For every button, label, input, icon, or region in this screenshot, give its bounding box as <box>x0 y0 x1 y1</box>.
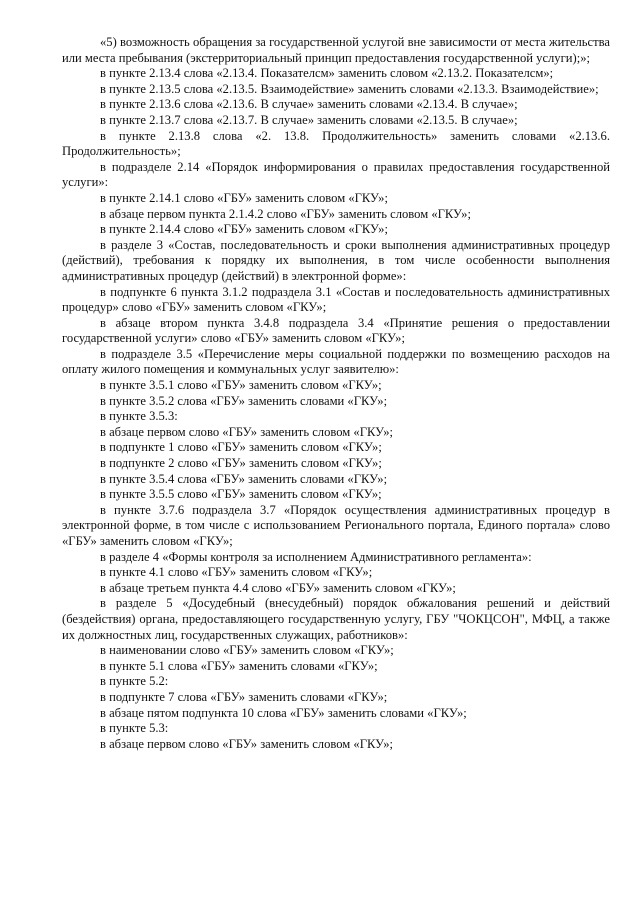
document-paragraph: в абзаце пятом подпункта 10 слова «ГБУ» заменить словами «ГКУ»; <box>100 705 467 720</box>
document-paragraph: в пункте 3.5.2 слова «ГБУ» заменить словами «ГКУ»; <box>100 393 388 408</box>
document-paragraph: в пункте 2.14.4 слово «ГБУ» заменить словом «ГКУ»; <box>100 222 388 237</box>
document-paragraph: в подразделе 2.14 «Порядок информирования о правилах предоставления государственной услуги»: <box>62 159 610 190</box>
document-paragraph: в пункте 2.13.6 слова «2.13.6. В случае» заменить словами «2.13.4. В случае»; <box>100 97 518 112</box>
document-paragraph: «5) возможность обращения за государственной услугой вне зависимости от места жительства или места пребывания (экстерриториальный принцип предоставления государственной услуги);»; <box>62 35 610 65</box>
document-paragraph: в пункте 5.3: <box>100 721 169 736</box>
document-paragraph: в разделе 5 «Досудебный (внесудебный) порядок обжалования решений и действий (бездействия) органа, предоставляющего государственную услугу, ГБУ "ЧОКЦСОН", МФЦ, а также их должностных лиц, государственных служащих, работников»: <box>62 596 610 642</box>
document-paragraph: в пункте 2.13.8 слова «2. 13.8. Продолжительность» заменить словами «2.13.6. Продолжительность»; <box>62 128 610 159</box>
document-paragraph: в пункте 3.5.5 слово «ГБУ» заменить словом «ГКУ»; <box>100 487 382 502</box>
document-paragraph: в абзаце втором пункта 3.4.8 подраздела 3.4 «Принятие решения о предоставлении государственной услуги» слово «ГБУ» заменить словом «ГКУ»; <box>62 315 610 346</box>
document-paragraph: в наименовании слово «ГБУ» заменить словом «ГКУ»; <box>100 643 394 658</box>
document-paragraph: в пункте 2.13.5 слова «2.13.5. Взаимодействие» заменить словами «2.13.3. Взаимодействие»; <box>100 81 599 96</box>
document-paragraph: в абзаце первом слово «ГБУ» заменить словом «ГКУ»; <box>100 736 394 751</box>
document-paragraph: в абзаце первом слово «ГБУ» заменить словом «ГКУ»; <box>100 424 394 439</box>
document-paragraph: в подпункте 7 слова «ГБУ» заменить словами «ГКУ»; <box>100 689 388 704</box>
document-paragraph: в пункте 2.13.7 слова «2.13.7. В случае» заменить словами «2.13.5. В случае»; <box>100 112 518 127</box>
document-paragraph: в подпункте 1 слово «ГБУ» заменить словом «ГКУ»; <box>100 440 382 455</box>
document-paragraph: в разделе 4 «Формы контроля за исполнением Административного регламента»: <box>100 549 532 564</box>
document-paragraph: в пункте 3.5.3: <box>100 409 178 424</box>
document-paragraph: в подпункте 6 пункта 3.1.2 подраздела 3.1 «Состав и последовательность административных процедур» слово «ГБУ» заменить словом «ГКУ»; <box>62 284 610 315</box>
document-paragraph: в абзаце первом пункта 2.1.4.2 слово «ГБУ» заменить словом «ГКУ»; <box>100 206 471 221</box>
document-paragraph: в разделе 3 «Состав, последовательность и сроки выполнения административных процедур (действий), требования к порядку их выполнения, в том числе особенности выполнения административных процедур (действий) в электронной форме»: <box>62 237 610 283</box>
document-page <box>62 35 610 752</box>
document-paragraph: в абзаце третьем пункта 4.4 слово «ГБУ» заменить словом «ГКУ»; <box>100 580 456 595</box>
document-paragraph: в пункте 3.5.1 слово «ГБУ» заменить словом «ГКУ»; <box>100 378 382 393</box>
document-paragraph: в пункте 2.14.1 слово «ГБУ» заменить словом «ГКУ»; <box>100 190 388 205</box>
document-paragraph: в пункте 3.7.6 подраздела 3.7 «Порядок осуществления административных процедур в электронной форме, в том числе с использованием Регионального портала, Единого портала» слово «ГБУ» заменить словом «ГКУ»; <box>62 502 610 548</box>
document-paragraph: в пункте 3.5.4 слова «ГБУ» заменить словами «ГКУ»; <box>100 471 388 486</box>
document-paragraph: в пункте 4.1 слово «ГБУ» заменить словом «ГКУ»; <box>100 565 373 580</box>
document-paragraph: в пункте 5.2: <box>100 674 169 689</box>
document-paragraph: в пункте 2.13.4 слова «2.13.4. Показателсм» заменить словом «2.13.2. Показателсм»; <box>100 66 554 81</box>
document-paragraph: в подразделе 3.5 «Перечисление меры социальной поддержки по возмещению расходов на оплату жилого помещения и коммунальных услуг заявителю»: <box>62 346 610 377</box>
document-paragraph: в пункте 5.1 слова «ГБУ» заменить словами «ГКУ»; <box>100 658 378 673</box>
document-paragraph: в подпункте 2 слово «ГБУ» заменить словом «ГКУ»; <box>100 456 382 471</box>
